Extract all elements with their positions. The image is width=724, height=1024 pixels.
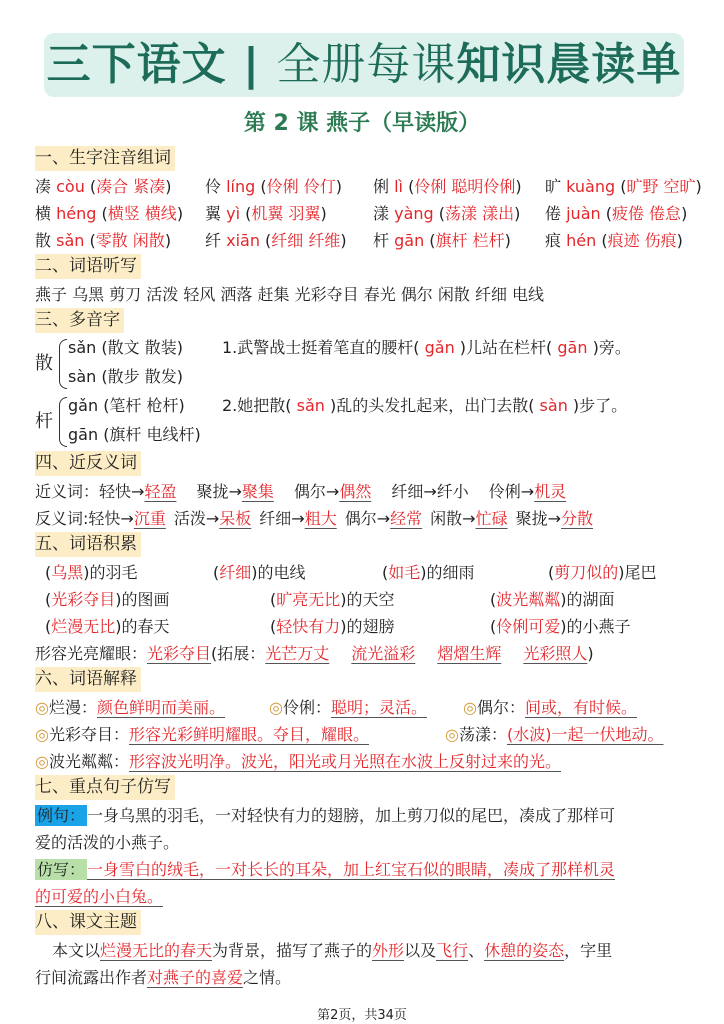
text: 的春天	[121, 617, 170, 636]
answer: 波光粼粼	[496, 590, 561, 609]
word: 偶尔	[344, 509, 377, 528]
text: 为背景，描写了燕子的	[212, 941, 373, 960]
bright-main: 光彩夺目	[147, 644, 212, 663]
paren: (	[84, 231, 96, 250]
character: 横	[35, 204, 52, 223]
text: 的天空	[346, 590, 395, 609]
paren: )	[165, 177, 172, 196]
word: 轻快	[99, 482, 132, 501]
answer: 轻快有力	[276, 617, 341, 636]
paren: )	[115, 590, 122, 609]
word: 轻快	[88, 509, 121, 528]
example-label: 例句：	[37, 806, 86, 825]
character-row	[35, 227, 695, 254]
answer: 休憩的姿态	[484, 941, 565, 960]
answer: 偶然	[339, 482, 372, 501]
reading: gān (旗杆 电线杆)	[68, 425, 201, 444]
pinyin: kuàng	[566, 177, 616, 196]
pinyin: sǎn	[56, 231, 85, 250]
reading: sǎn (散文 散装)	[68, 338, 183, 357]
paren: )	[504, 231, 511, 250]
word: 聚拢	[515, 509, 548, 528]
paren: (	[45, 617, 52, 636]
paren: (	[259, 231, 272, 250]
answer: 伶俐可爱	[496, 617, 561, 636]
example-sentence	[35, 802, 695, 829]
character: 旷	[545, 177, 562, 196]
term: 荡漾：	[458, 725, 507, 744]
pinyin: líng	[226, 177, 256, 196]
pinyin: hén	[566, 231, 597, 250]
imitation-text: 的可爱的小白兔。	[35, 887, 164, 906]
paren: )	[340, 590, 347, 609]
definition: 颜色鲜明而美丽。	[96, 698, 225, 717]
text: 的羽毛	[89, 563, 138, 582]
paren: )	[335, 177, 342, 196]
answer: 粗大	[304, 509, 337, 528]
answer: 呆板	[219, 509, 252, 528]
arrow-icon: →	[520, 482, 535, 501]
character: 倦	[545, 204, 562, 223]
pinyin: lì	[394, 177, 403, 196]
title-part: 知识晨读单	[456, 39, 682, 90]
text: 以及	[404, 941, 437, 960]
phrase-row	[35, 586, 695, 613]
phrase	[270, 613, 395, 640]
extension-word: 熠熠生辉	[437, 644, 502, 663]
definition-item	[463, 694, 637, 721]
paren: )	[695, 177, 702, 196]
extension-word: 光芒万丈	[265, 644, 330, 663]
synonym-pair	[196, 482, 273, 501]
antonym-pair	[259, 509, 336, 528]
practice-sentence	[222, 393, 627, 416]
synonyms-label: 近义词：	[35, 482, 100, 501]
character-entry	[205, 227, 347, 254]
words: 旷野 空旷	[626, 177, 696, 196]
arrow-icon: →	[423, 482, 437, 501]
extension-close: )	[587, 644, 594, 663]
text: 本文以	[52, 941, 101, 960]
extension-word: 光彩照人	[523, 644, 588, 663]
paren: (	[424, 231, 436, 250]
dictation-words: 燕子 乌黑 剪刀 活泼 轻风 洒落 赶集 光彩夺目 春光 偶尔 闲散 纤细 电线	[35, 285, 545, 304]
definition-item	[35, 694, 225, 721]
bullet-icon: ◎	[35, 752, 49, 771]
polyphone-group	[35, 393, 695, 451]
character-entry	[35, 227, 171, 254]
example-text: 爱的活泼的小燕子。	[35, 833, 180, 852]
antonyms-label: 反义词:	[35, 509, 89, 528]
paren: (	[240, 204, 252, 223]
term: 光彩夺目：	[48, 725, 129, 744]
paren: )	[676, 231, 683, 250]
words: 横竖 横线	[107, 204, 177, 223]
definition-row	[35, 748, 695, 775]
pinyin: gān	[394, 231, 425, 250]
text: )步了。	[572, 396, 628, 415]
definition: (水波)一起一伏地动。	[506, 725, 664, 744]
answer: 机灵	[534, 482, 567, 501]
phrase	[548, 559, 657, 586]
definition-item	[445, 721, 663, 748]
text: 的湖面	[566, 590, 615, 609]
words: 伶俐 聪明伶俐	[414, 177, 516, 196]
text: 1.武警战士挺着笔直的腰杆(	[222, 338, 420, 357]
paren: (	[615, 177, 627, 196]
phrase	[490, 613, 631, 640]
bullet-icon: ◎	[35, 698, 49, 717]
paren: )	[618, 563, 625, 582]
text: ，字里	[564, 941, 613, 960]
answer: 烂漫无比的春天	[100, 941, 213, 960]
page-title	[44, 33, 684, 97]
reading: gǎn (笔杆 枪杆)	[68, 396, 185, 415]
answer: 旷亮无比	[276, 590, 341, 609]
antonym-pair	[345, 509, 422, 528]
imitation-label: 仿写：	[37, 860, 86, 879]
words: 痕迹 伤痕	[607, 231, 677, 250]
reading: sàn (散步 散发)	[68, 367, 183, 386]
paren: (	[600, 204, 612, 223]
words: 机翼 羽翼	[251, 204, 321, 223]
phrase	[490, 586, 615, 613]
words: 凑合 紧凑	[96, 177, 166, 196]
pinyin: còu	[56, 177, 85, 196]
paren: )	[340, 617, 347, 636]
text: 2.她把散(	[222, 396, 292, 415]
words: 旗杆 栏杆	[435, 231, 505, 250]
character-entry	[35, 173, 172, 200]
definition: 形容光彩鲜明耀眼。夺目，耀眼。	[128, 725, 369, 744]
paren: (	[255, 177, 267, 196]
paren: (	[45, 563, 52, 582]
paren: )	[83, 563, 90, 582]
pinyin: héng	[56, 204, 97, 223]
bullet-icon: ◎	[269, 698, 283, 717]
arrow-icon: →	[291, 509, 305, 528]
answer: 轻盈	[144, 482, 177, 501]
answer: sǎn	[291, 396, 330, 415]
phrase	[45, 586, 170, 613]
character: 翼	[205, 204, 222, 223]
paren: (	[270, 617, 277, 636]
paren: (	[596, 231, 608, 250]
paren: )	[164, 231, 172, 250]
polyphone-character: 杆	[35, 411, 53, 432]
paren: )	[515, 177, 522, 196]
character: 痕	[545, 231, 562, 250]
word: 偶尔	[293, 482, 326, 501]
bullet-icon: ◎	[35, 725, 49, 744]
imitation-text: 一身雪白的绒毛，一对长长的耳朵，加上红宝石似的眼睛，凑成了那样机灵	[87, 860, 616, 879]
words: 荡漾 漾出	[445, 204, 515, 223]
paren: )	[320, 204, 327, 223]
arrow-icon: →	[205, 509, 220, 528]
definition-row	[35, 721, 695, 748]
paren: )	[560, 590, 567, 609]
arrow-icon: →	[547, 509, 562, 528]
synonyms-row	[35, 478, 695, 505]
synonym-pair	[294, 482, 371, 501]
brace-icon	[59, 339, 67, 389]
word: 闲散	[430, 509, 463, 528]
paren: )	[514, 204, 521, 223]
section-heading: 七、重点句子仿写	[35, 775, 175, 800]
text: 的细雨	[426, 563, 475, 582]
antonym-pair	[430, 509, 507, 528]
word: 纤细	[391, 482, 424, 501]
bullet-icon: ◎	[445, 725, 459, 744]
text: 、	[468, 941, 485, 960]
answer: 忙碌	[475, 509, 508, 528]
text: )乱的头发扎起来，出门去散(	[329, 396, 535, 415]
character-entry	[545, 173, 702, 200]
phrase	[45, 559, 138, 586]
definition-item	[35, 721, 369, 748]
title-part: 全册每课	[276, 39, 457, 90]
character-entry	[35, 200, 183, 227]
phrase	[382, 559, 475, 586]
character: 纤	[205, 231, 222, 250]
arrow-icon: →	[325, 482, 340, 501]
pinyin: xiān	[226, 231, 260, 250]
paren: )	[420, 563, 427, 582]
answer: gān	[552, 338, 593, 357]
answer: 分散	[561, 509, 594, 528]
words: 伶俐 伶仃	[266, 177, 336, 196]
character-entry	[373, 173, 522, 200]
page-number: 第2页，共34页	[317, 1008, 407, 1023]
section-heading: 六、词语解释	[35, 667, 141, 692]
word: 活泼	[173, 509, 206, 528]
practice-sentence	[222, 335, 631, 358]
paren: (	[96, 204, 108, 223]
arrow-icon: →	[228, 482, 242, 501]
character: 漾	[373, 204, 390, 223]
definition-item	[35, 748, 561, 775]
text: 尾巴	[624, 563, 657, 582]
paren: (	[270, 590, 277, 609]
arrow-icon: →	[462, 509, 476, 528]
character-entry	[373, 227, 511, 254]
extension-word: 流光溢彩	[351, 644, 416, 663]
answer: 经常	[390, 509, 423, 528]
antonym-pair	[174, 509, 251, 528]
title-part: 三下语文	[46, 39, 227, 90]
worksheet-content	[35, 146, 702, 991]
phrase	[213, 559, 306, 586]
bright-words-row	[35, 640, 695, 667]
character-entry	[205, 173, 342, 200]
definition-row	[35, 694, 695, 721]
answer: sàn	[534, 396, 573, 415]
extension-label: (拓展：	[211, 644, 266, 663]
phrase	[270, 586, 395, 613]
character-entry	[545, 227, 683, 254]
answer: 烂漫无比	[51, 617, 116, 636]
text: )儿站在栏杆(	[459, 338, 553, 357]
answer: 如毛	[388, 563, 421, 582]
definition-item	[269, 694, 427, 721]
answer: 聚集	[241, 482, 274, 501]
lesson-subtitle: 第 2 课 燕子（早读版）	[243, 111, 481, 136]
character: 伶	[205, 177, 222, 196]
imitation-sentence	[35, 856, 695, 883]
paren: (	[490, 590, 497, 609]
answer: 沉重	[133, 509, 166, 528]
section-heading: 四、近反义词	[35, 451, 141, 476]
bullet-icon: ◎	[463, 698, 477, 717]
character-entry	[545, 200, 687, 227]
section-heading: 一、生字注音组词	[35, 146, 175, 171]
paren: (	[403, 177, 415, 196]
title-separator: |	[226, 39, 277, 90]
paren: (	[84, 177, 97, 196]
theme-paragraph	[35, 937, 695, 964]
word: 纤细	[259, 509, 292, 528]
term: 偶尔：	[476, 698, 525, 717]
text: 的电线	[257, 563, 306, 582]
paren: (	[382, 563, 389, 582]
paren: )	[176, 204, 184, 223]
arrow-icon: →	[376, 509, 391, 528]
paren: )	[560, 617, 567, 636]
synonym-pair	[489, 482, 566, 501]
synonym-pair	[391, 482, 468, 501]
answer: 乌黑	[51, 563, 84, 582]
answer: 对燕子的喜爱	[147, 968, 244, 987]
arrow-icon: →	[120, 509, 134, 528]
character: 杆	[373, 231, 390, 250]
antonym-pair	[88, 509, 165, 528]
definition: 间或，有时候。	[524, 698, 637, 717]
definition: 形容波光明净。波光，阳光或月光照在水波上反射过来的光。	[128, 752, 561, 771]
term: 烂漫：	[48, 698, 97, 717]
section-heading: 二、词语听写	[35, 254, 141, 279]
character: 俐	[373, 177, 390, 196]
character-row	[35, 173, 702, 200]
antonym-pair	[516, 509, 593, 528]
paren: (	[45, 590, 52, 609]
answer: 剪刀似的	[554, 563, 619, 582]
character-entry	[373, 200, 520, 227]
polyphone-character: 散	[35, 353, 53, 374]
phrase-row	[35, 559, 695, 586]
answer: 飞行	[436, 941, 469, 960]
answer: gǎn	[419, 338, 460, 357]
arrow-icon: →	[131, 482, 145, 501]
term: 伶俐：	[282, 698, 331, 717]
text: )旁。	[592, 338, 631, 357]
character: 凑	[35, 177, 52, 196]
words: 疲倦 倦怠	[611, 204, 682, 223]
bright-label: 形容光亮耀眼：	[35, 644, 148, 663]
words: 零散 闲散	[95, 231, 165, 250]
section-heading: 三、多音字	[35, 308, 124, 333]
text: 行间流露出作者	[35, 968, 148, 987]
term: 波光粼粼：	[48, 752, 129, 771]
paren: )	[340, 231, 347, 250]
character-row	[35, 200, 695, 227]
text: 的小燕子	[566, 617, 631, 636]
answer: 外形	[372, 941, 405, 960]
paren: (	[433, 204, 446, 223]
section-heading: 五、词语积累	[35, 532, 141, 557]
word: 聚拢	[196, 482, 229, 501]
pinyin: yàng	[394, 204, 434, 223]
text: 之情。	[243, 968, 292, 987]
synonym-pair	[99, 482, 176, 501]
phrase	[45, 613, 170, 640]
paren: )	[251, 563, 258, 582]
answer: 纤细	[219, 563, 252, 582]
section-heading: 八、课文主题	[35, 910, 141, 935]
paren: )	[681, 204, 688, 223]
antonyms-row	[35, 505, 695, 532]
pinyin: yì	[226, 204, 241, 223]
answer: 光彩夺目	[51, 590, 116, 609]
definition: 聪明；灵活。	[330, 698, 427, 717]
character: 散	[35, 231, 52, 250]
words: 纤细 纤维	[271, 231, 341, 250]
text: 的图画	[121, 590, 170, 609]
text: 的翅膀	[346, 617, 395, 636]
paren: (	[213, 563, 220, 582]
paren: (	[490, 617, 497, 636]
brace-icon	[59, 397, 67, 447]
word: 伶俐	[488, 482, 521, 501]
paren: (	[548, 563, 555, 582]
paren: )	[115, 617, 122, 636]
example-text: 一身乌黑的羽毛，一对轻快有力的翅膀，加上剪刀似的尾巴，凑成了那样可	[87, 806, 616, 825]
phrase-row	[35, 613, 695, 640]
answer: 纤小	[436, 482, 469, 501]
character-entry	[205, 200, 327, 227]
polyphone-group	[35, 335, 695, 393]
pinyin: juàn	[566, 204, 601, 223]
